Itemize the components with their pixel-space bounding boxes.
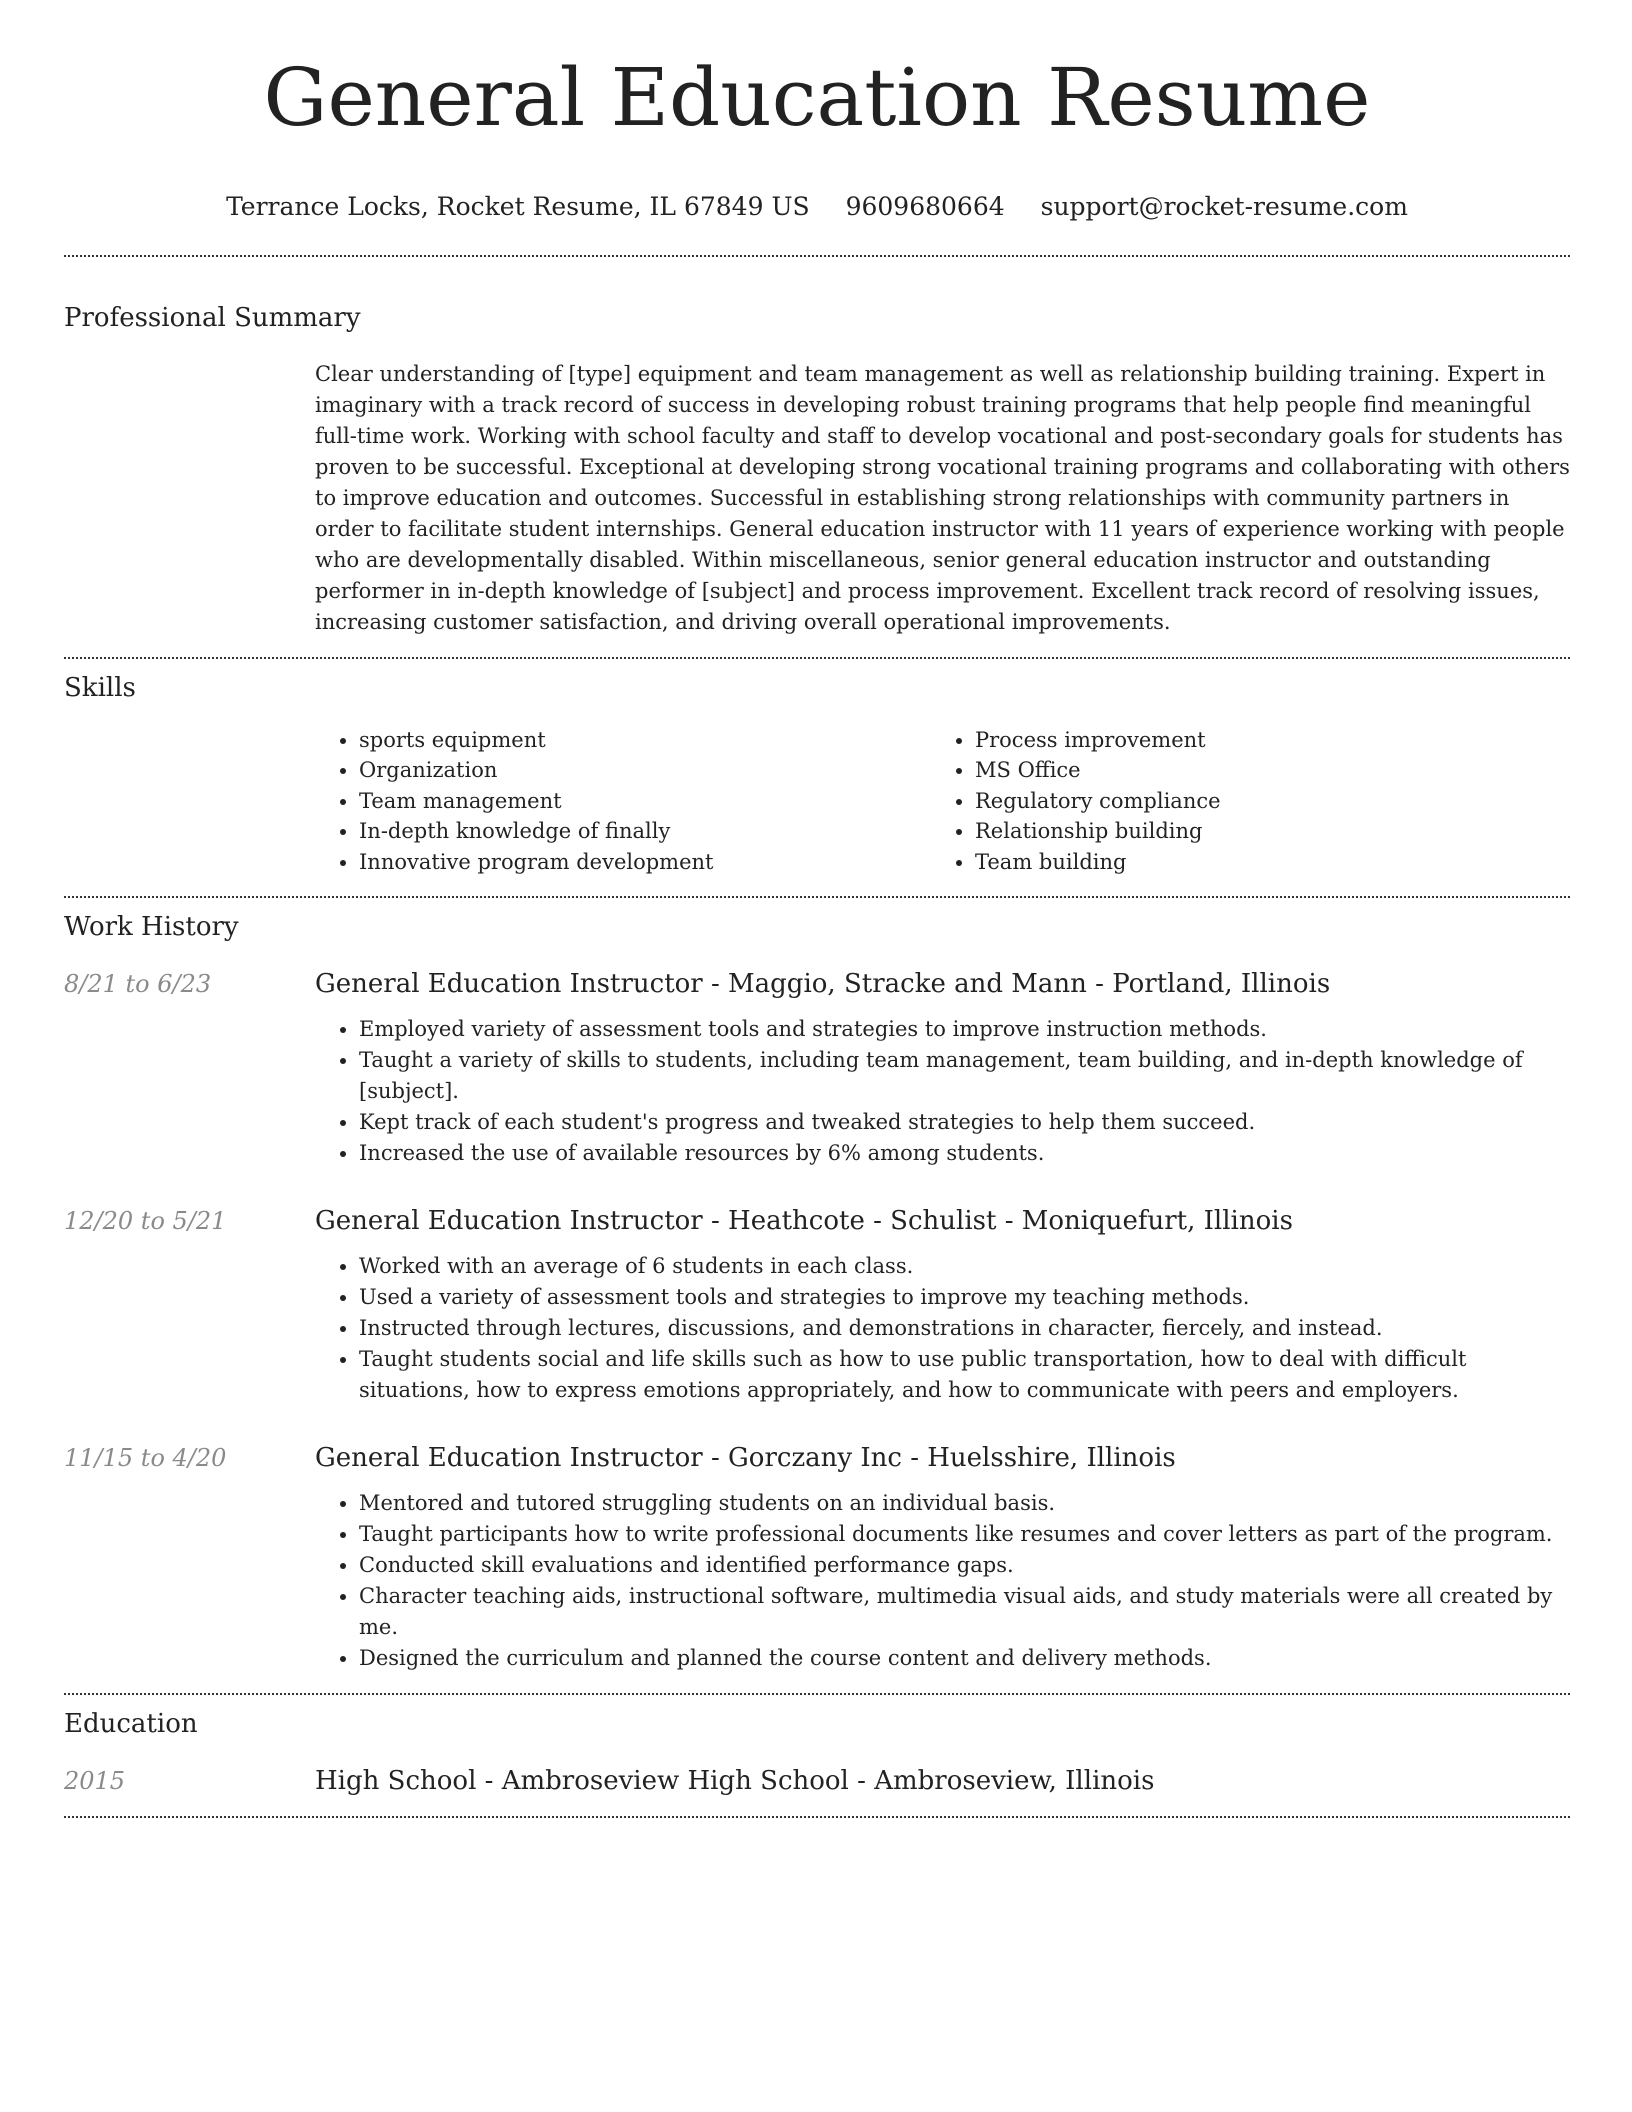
education-title: High School - Ambroseview High School - Ambroseview, Illinois xyxy=(315,1766,1155,1797)
job-bullet: • Employed variety of assessment tools and strategies to improve instruction methods. xyxy=(359,1014,1570,1045)
job-title: General Education Instructor - Gorczany Inc - Huelsshire, Illinois xyxy=(315,1443,1176,1474)
skill-item: • Organization xyxy=(359,755,931,786)
skill-item: • Relationship building xyxy=(975,816,1547,847)
divider xyxy=(64,1816,1570,1818)
job-bullets xyxy=(315,1014,1570,1169)
skills-heading: Skills xyxy=(64,672,136,703)
job-bullet: • Kept track of each student's progress and tweaked strategies to help them succeed. xyxy=(359,1107,1570,1138)
resume-page xyxy=(64,0,1570,1818)
job-entry xyxy=(64,1205,1570,1406)
job-bullets xyxy=(315,1251,1570,1406)
contact-line xyxy=(64,192,1570,221)
contact-address: Terrance Locks, Rocket Resume, IL 67849 US xyxy=(226,191,810,221)
skill-item: • Team building xyxy=(975,847,1547,878)
job-title: General Education Instructor - Heathcote - Schulist - Moniquefurt, Illinois xyxy=(315,1206,1293,1237)
skills-list-left xyxy=(315,725,931,878)
summary-section xyxy=(64,303,1570,638)
job-bullet: • Mentored and tutored struggling students on an individual basis. xyxy=(359,1488,1570,1519)
contact-email: support@rocket-resume.com xyxy=(1040,191,1408,221)
job-entry xyxy=(64,968,1570,1169)
job-bullet: • Used a variety of assessment tools and strategies to improve my teaching methods. xyxy=(359,1282,1570,1313)
skills-section xyxy=(64,659,1570,878)
job-bullet: • Worked with an average of 6 students in each class. xyxy=(359,1251,1570,1282)
job-bullet: • Taught participants how to write professional documents like resumes and cover letters as part of the program. xyxy=(359,1519,1570,1550)
job-entry xyxy=(64,1442,1570,1674)
skill-item: • Innovative program development xyxy=(359,847,931,878)
education-heading: Education xyxy=(64,1709,198,1740)
skills-columns xyxy=(315,725,1570,878)
summary-heading: Professional Summary xyxy=(64,302,361,333)
job-body xyxy=(315,1442,1570,1674)
skill-item: • Regulatory compliance xyxy=(975,786,1547,817)
skills-list-right xyxy=(931,725,1547,878)
job-body xyxy=(315,1205,1570,1406)
job-dates: 11/15 to 4/20 xyxy=(64,1444,227,1473)
job-dates: 8/21 to 6/23 xyxy=(64,970,212,999)
job-bullet: • Increased the use of available resources by 6% among students. xyxy=(359,1138,1570,1169)
education-year: 2015 xyxy=(64,1767,126,1796)
education-entry xyxy=(64,1765,1570,1797)
job-title: General Education Instructor - Maggio, Stracke and Mann - Portland, Illinois xyxy=(315,969,1331,1000)
work-section xyxy=(64,898,1570,1674)
resume-title: General Education Resume xyxy=(263,51,1371,144)
job-bullets xyxy=(315,1488,1570,1674)
skill-item: • Team management xyxy=(359,786,931,817)
job-bullet: • Character teaching aids, instructional software, multimedia visual aids, and study materials were all created by me. xyxy=(359,1581,1570,1643)
job-bullet: • Conducted skill evaluations and identified performance gaps. xyxy=(359,1550,1570,1581)
job-body xyxy=(315,968,1570,1169)
job-bullet: • Instructed through lectures, discussions, and demonstrations in character, fiercely, and instead. xyxy=(359,1313,1570,1344)
job-dates: 12/20 to 5/21 xyxy=(64,1207,227,1236)
education-body xyxy=(315,1765,1570,1797)
skill-item: • MS Office xyxy=(975,755,1547,786)
skill-item: • sports equipment xyxy=(359,725,931,756)
job-bullet: • Taught a variety of skills to students, including team management, team building, and in-depth knowledge of [subject]. xyxy=(359,1045,1570,1107)
divider xyxy=(64,255,1570,257)
summary-text: Clear understanding of [type] equipment and team management as well as relationship building training. Expert in imaginary with a track record of success in developing robust training programs that help people find meaningful full-time work. Working with school faculty and staff to develop vocational and post-secondary goals for students has proven to be successful. Exceptional at developing strong vocational training programs and collaborating with others to improve education and outcomes. Successful in establishing strong relationships with community partners in order to facilitate student internships. General education instructor with 11 years of experience working with people who are developmentally disabled. Within miscellaneous, senior general education instructor and outstanding performer in in-depth knowledge of [subject] and process improvement. Excellent track record of resolving issues, increasing customer satisfaction, and driving overall operational improvements. xyxy=(315,361,1570,634)
job-bullet: • Designed the curriculum and planned the course content and delivery methods. xyxy=(359,1643,1570,1674)
job-bullet: • Taught students social and life skills such as how to use public transportation, how to deal with difficult situations, how to express emotions appropriately, and how to communicate with peers and employers. xyxy=(359,1344,1570,1406)
contact-phone: 9609680664 xyxy=(845,191,1005,221)
skill-item: • Process improvement xyxy=(975,725,1547,756)
work-heading: Work History xyxy=(64,912,239,943)
skill-item: • In-depth knowledge of finally xyxy=(359,816,931,847)
education-section xyxy=(64,1695,1570,1797)
